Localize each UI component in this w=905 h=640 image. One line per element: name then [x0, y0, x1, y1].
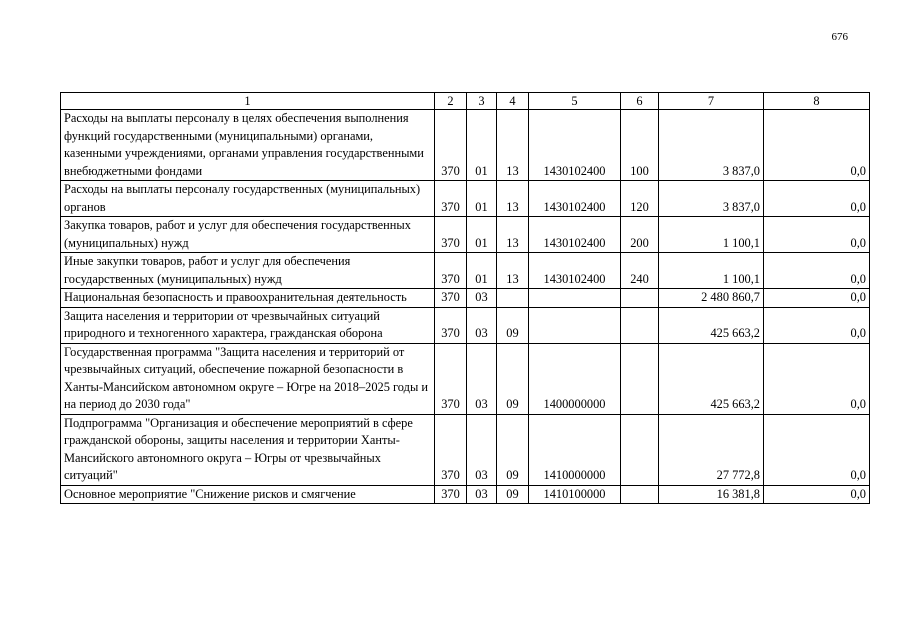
- row-amount: 425 663,2: [659, 307, 764, 343]
- row-amount: 1 100,1: [659, 217, 764, 253]
- row-amount-2: 0,0: [764, 110, 870, 181]
- row-subsection: 13: [497, 181, 529, 217]
- row-ministry-code: 370: [435, 485, 467, 504]
- row-amount-2: 0,0: [764, 414, 870, 485]
- row-target-article: [529, 289, 621, 308]
- row-amount: 3 837,0: [659, 181, 764, 217]
- row-section: 03: [467, 289, 497, 308]
- row-section: 01: [467, 253, 497, 289]
- row-ministry-code: 370: [435, 181, 467, 217]
- row-amount-2: 0,0: [764, 289, 870, 308]
- row-expense-type: 240: [621, 253, 659, 289]
- row-amount-2: 0,0: [764, 307, 870, 343]
- table-row: [61, 217, 870, 253]
- header-row: [61, 93, 870, 110]
- budget-table: [60, 92, 870, 504]
- row-expense-type: [621, 414, 659, 485]
- row-description: Расходы на выплаты персоналу в целях обеспечения выполнения функций государственными (муниципальными) органами, казенными учреждениями, органами управления государственными внебюджетными фондами: [61, 110, 435, 181]
- row-amount: 27 772,8: [659, 414, 764, 485]
- header-cell: 5: [529, 93, 621, 110]
- row-expense-type: [621, 343, 659, 414]
- row-target-article: [529, 307, 621, 343]
- table-row: [61, 289, 870, 308]
- row-amount-2: 0,0: [764, 485, 870, 504]
- row-ministry-code: 370: [435, 414, 467, 485]
- row-expense-type: 120: [621, 181, 659, 217]
- row-subsection: 13: [497, 253, 529, 289]
- row-section: 01: [467, 217, 497, 253]
- header-cell: 3: [467, 93, 497, 110]
- row-amount: 1 100,1: [659, 253, 764, 289]
- header-cell: 4: [497, 93, 529, 110]
- row-subsection: 09: [497, 414, 529, 485]
- row-description: Иные закупки товаров, работ и услуг для обеспечения государственных (муниципальных) нужд: [61, 253, 435, 289]
- row-section: 03: [467, 307, 497, 343]
- row-expense-type: [621, 289, 659, 308]
- row-amount-2: 0,0: [764, 343, 870, 414]
- row-subsection: 09: [497, 307, 529, 343]
- row-ministry-code: 370: [435, 253, 467, 289]
- row-amount: 2 480 860,7: [659, 289, 764, 308]
- row-target-article: 1430102400: [529, 110, 621, 181]
- row-amount: 425 663,2: [659, 343, 764, 414]
- row-ministry-code: 370: [435, 289, 467, 308]
- row-ministry-code: 370: [435, 343, 467, 414]
- header-cell: 6: [621, 93, 659, 110]
- row-target-article: 1430102400: [529, 181, 621, 217]
- row-expense-type: [621, 307, 659, 343]
- row-expense-type: [621, 485, 659, 504]
- table-row: [61, 307, 870, 343]
- header-cell: 8: [764, 93, 870, 110]
- row-section: 03: [467, 343, 497, 414]
- row-ministry-code: 370: [435, 307, 467, 343]
- row-expense-type: 200: [621, 217, 659, 253]
- page-number: 676: [831, 31, 848, 43]
- row-target-article: 1430102400: [529, 217, 621, 253]
- row-description: Основное мероприятие "Снижение рисков и смягчение: [61, 485, 435, 504]
- row-target-article: 1410000000: [529, 414, 621, 485]
- row-subsection: 09: [497, 343, 529, 414]
- table-row: [61, 110, 870, 181]
- row-amount: 16 381,8: [659, 485, 764, 504]
- table-row: [61, 343, 870, 414]
- header-cell: 2: [435, 93, 467, 110]
- row-expense-type: 100: [621, 110, 659, 181]
- row-subsection: 13: [497, 217, 529, 253]
- row-section: 03: [467, 414, 497, 485]
- header-cell: 1: [61, 93, 435, 110]
- row-amount-2: 0,0: [764, 217, 870, 253]
- table-row: [61, 485, 870, 504]
- row-section: 01: [467, 110, 497, 181]
- header-cell: 7: [659, 93, 764, 110]
- row-description: Закупка товаров, работ и услуг для обеспечения государственных (муниципальных) нужд: [61, 217, 435, 253]
- row-subsection: 13: [497, 110, 529, 181]
- table-row: [61, 414, 870, 485]
- row-description: Национальная безопасность и правоохранительная деятельность: [61, 289, 435, 308]
- row-ministry-code: 370: [435, 110, 467, 181]
- row-description: Защита населения и территории от чрезвычайных ситуаций природного и техногенного характера, гражданская оборона: [61, 307, 435, 343]
- row-amount-2: 0,0: [764, 181, 870, 217]
- row-target-article: 1410100000: [529, 485, 621, 504]
- row-amount: 3 837,0: [659, 110, 764, 181]
- row-subsection: [497, 289, 529, 308]
- row-description: Расходы на выплаты персоналу государственных (муниципальных) органов: [61, 181, 435, 217]
- row-description: Государственная программа "Защита населения и территорий от чрезвычайных ситуаций, обеспечение пожарной безопасности в Ханты-Мансийском автономном округе – Югре на 2018–2025 годы и на период до 2030 года": [61, 343, 435, 414]
- row-target-article: 1400000000: [529, 343, 621, 414]
- row-description: Подпрограмма "Организация и обеспечение мероприятий в сфере гражданской обороны, защиты населения и территории Ханты-Мансийского автономного округа – Югры от чрезвычайных ситуаций": [61, 414, 435, 485]
- row-target-article: 1430102400: [529, 253, 621, 289]
- row-subsection: 09: [497, 485, 529, 504]
- row-section: 03: [467, 485, 497, 504]
- row-ministry-code: 370: [435, 217, 467, 253]
- row-section: 01: [467, 181, 497, 217]
- table-row: [61, 181, 870, 217]
- table-row: [61, 253, 870, 289]
- row-amount-2: 0,0: [764, 253, 870, 289]
